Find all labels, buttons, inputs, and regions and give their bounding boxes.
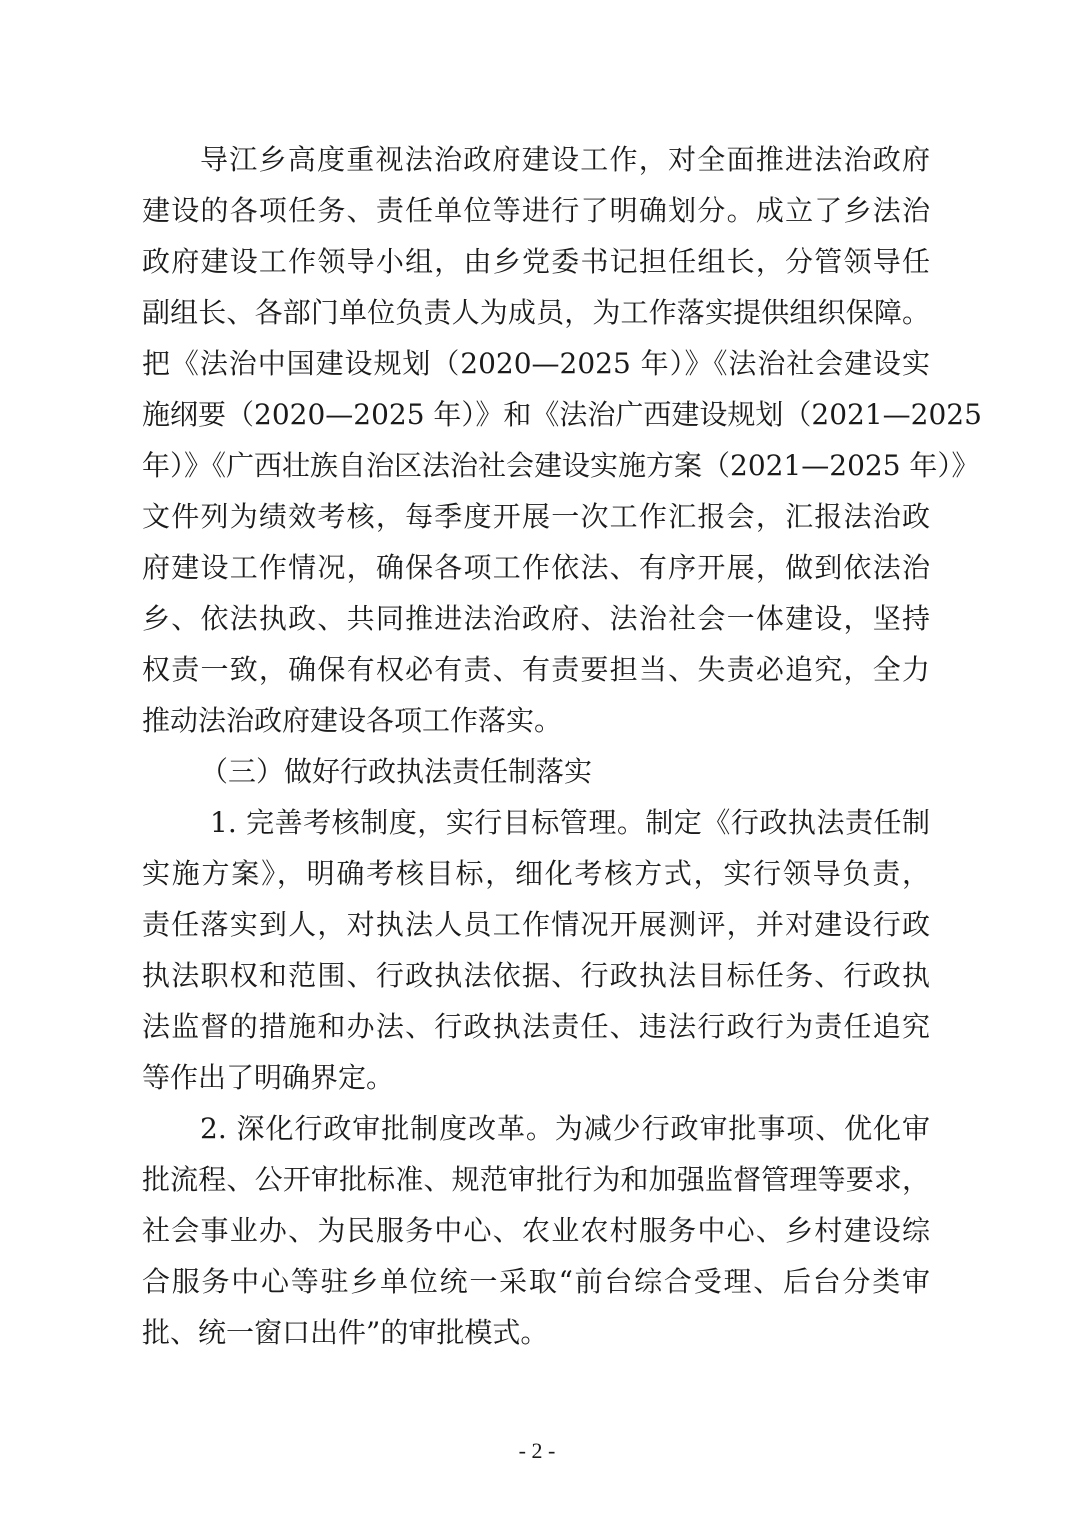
paragraph-3-line-5: 批、统一窗口出件”的审批模式。	[142, 1316, 549, 1349]
paragraph-1-line-11: 权责一致，确保有权必有责、有责要担当、失责必追究，全力	[142, 653, 930, 686]
paragraph-2-line-2: 实施方案》，明确考核目标，细化考核方式，实行领导负责，	[142, 857, 930, 890]
paragraph-2-line-5: 法监督的措施和办法、行政执法责任、违法行政行为责任追究	[142, 1010, 930, 1043]
paragraph-3-line-3: 社会事业办、为民服务中心、农业农村服务中心、乡村建设综	[142, 1214, 930, 1247]
paragraph-1-line-4: 副组长、各部门单位负责人为成员，为工作落实提供组织保障。	[142, 296, 930, 329]
paragraph-1-line-5: 把《法治中国建设规划（2020—2025 年）》《法治社会建设实	[142, 347, 930, 380]
paragraph-1-line-12: 推动法治政府建设各项工作落实。	[142, 704, 563, 737]
paragraph-2-line-3: 责任落实到人，对执法人员工作情况开展测评，并对建设行政	[142, 908, 930, 941]
paragraph-1-line-3: 政府建设工作领导小组，由乡党委书记担任组长，分管领导任	[142, 245, 930, 278]
paragraph-1-line-1: 导江乡高度重视法治政府建设工作，对全面推进法治政府	[200, 143, 930, 176]
paragraph-2-line-1: 1. 完善考核制度，实行目标管理。制定《行政执法责任制	[210, 806, 930, 839]
page-number: - 2 -	[518, 1438, 556, 1463]
paragraph-3-line-1: 2. 深化行政审批制度改革。为减少行政审批事项、优化审	[200, 1112, 930, 1145]
paragraph-1-line-6: 施纲要（2020—2025 年）》和《法治广西建设规划（2021—2025	[142, 398, 982, 431]
paragraph-3-line-2: 批流程、公开审批标准、规范审批行为和加强监督管理等要求，	[142, 1163, 930, 1196]
paragraph-3-line-4: 合服务中心等驻乡单位统一采取“前台综合受理、后台分类审	[142, 1265, 930, 1298]
paragraph-1-line-8: 文件列为绩效考核，每季度开展一次工作汇报会，汇报法治政	[142, 500, 930, 533]
paragraph-1-line-9: 府建设工作情况，确保各项工作依法、有序开展，做到依法治	[142, 551, 930, 584]
paragraph-2-line-6: 等作出了明确界定。	[142, 1061, 395, 1094]
paragraph-1-line-7: 年）》《广西壮族自治区法治社会建设实施方案（2021—2025 年）》	[142, 449, 980, 482]
paragraph-2-line-4: 执法职权和范围、行政执法依据、行政执法目标任务、行政执	[142, 959, 930, 992]
paragraph-1-line-10: 乡、依法执政、共同推进法治政府、法治社会一体建设，坚持	[142, 602, 930, 635]
paragraph-1-line-2: 建设的各项任务、责任单位等进行了明确划分。成立了乡法治	[142, 194, 930, 227]
section-heading: （三）做好行政执法责任制落实	[200, 755, 593, 788]
